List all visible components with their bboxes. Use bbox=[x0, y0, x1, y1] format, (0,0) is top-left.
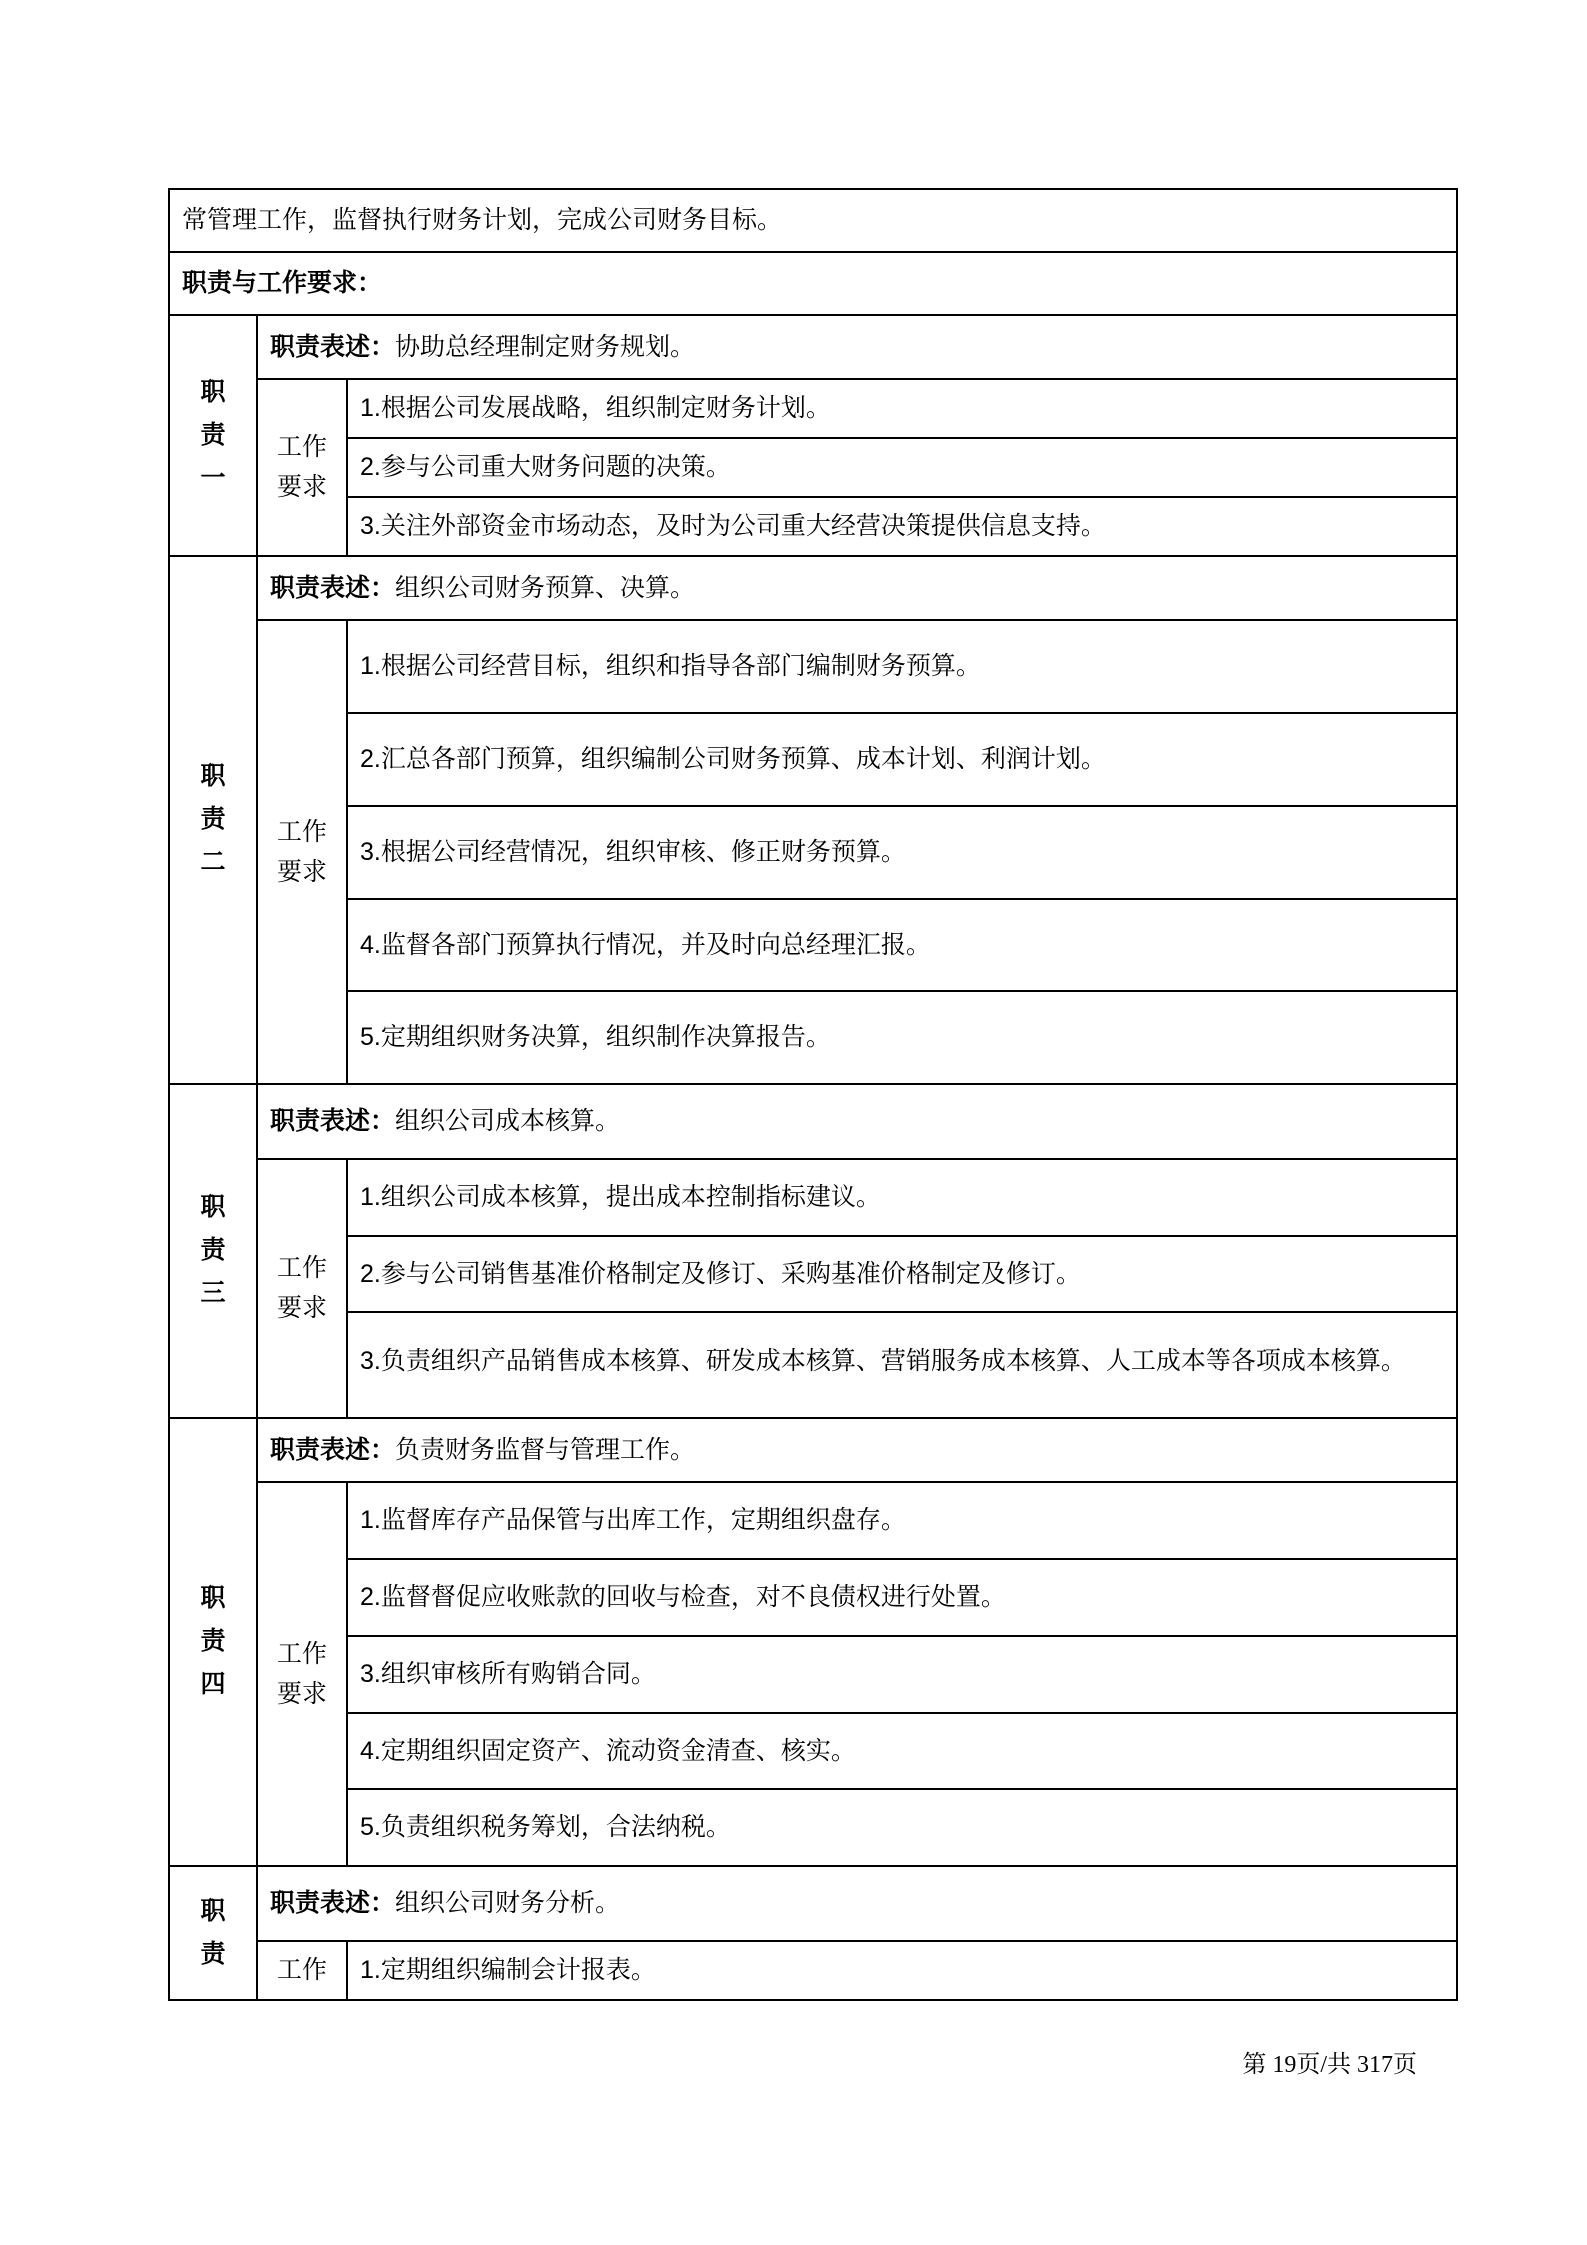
duty-label-5 bbox=[170, 1884, 256, 1982]
section-title: 职责与工作要求： bbox=[182, 268, 383, 297]
requirement-text: 2.监督督促应收账款的回收与检查，对不良债权进行处置。 bbox=[360, 1583, 1006, 1611]
continuation-text: 常管理工作，监督执行财务计划，完成公司财务目标。 bbox=[182, 206, 783, 234]
page-footer: 第 19页/共 317页 bbox=[1242, 2052, 1417, 2078]
requirements-label-line: 工作 bbox=[276, 817, 327, 846]
table-row bbox=[169, 1941, 1457, 2000]
table-row bbox=[169, 1482, 1457, 1559]
requirement-text: 1.根据公司经营目标，组织和指导各部门编制财务预算。 bbox=[360, 652, 981, 681]
statement-label: 职责表述： bbox=[270, 573, 396, 602]
duty-label-char: 职 bbox=[200, 762, 226, 791]
requirement-text: 3.根据公司经营情况，组织审核、修正财务预算。 bbox=[360, 837, 906, 866]
duty-label-char: 职 bbox=[200, 1193, 226, 1222]
requirements-label-line: 工作 bbox=[276, 1639, 327, 1668]
requirement-text: 2.参与公司重大财务问题的决策。 bbox=[360, 453, 731, 481]
requirements-label-cell-2 bbox=[257, 620, 347, 1084]
requirement-cell bbox=[347, 1236, 1457, 1313]
responsibilities-table bbox=[168, 188, 1458, 2001]
table-row bbox=[169, 189, 1457, 252]
table-row bbox=[169, 806, 1457, 899]
requirements-label-line: 工作 bbox=[276, 1955, 327, 1984]
requirements-label-line: 要求 bbox=[276, 1680, 327, 1709]
table-row bbox=[169, 1713, 1457, 1790]
requirement-cell bbox=[347, 991, 1457, 1084]
continuation-cell bbox=[169, 189, 1457, 252]
statement-text: 协助总经理制定财务规划。 bbox=[395, 332, 696, 361]
table-row bbox=[169, 379, 1457, 438]
duty-label-char: 三 bbox=[200, 1279, 226, 1308]
requirement-cell bbox=[347, 1159, 1457, 1236]
duty-label-char: 责 bbox=[200, 1627, 226, 1656]
table-row bbox=[169, 991, 1457, 1084]
requirement-text: 3.负责组织产品销售成本核算、研发成本核算、营销服务成本核算、人工成本等各项成本核算。 bbox=[360, 1347, 1406, 1376]
duty-statement-cell-1 bbox=[257, 315, 1457, 380]
duty-label-char: 二 bbox=[200, 848, 226, 877]
duty-statement-cell-4 bbox=[257, 1418, 1457, 1483]
duty-label-cell-5 bbox=[169, 1866, 257, 2000]
statement-text: 组织公司财务预算、决算。 bbox=[395, 573, 696, 602]
requirements-label-2 bbox=[258, 806, 346, 899]
table-row bbox=[169, 1236, 1457, 1313]
table-row bbox=[169, 315, 1457, 380]
table-row bbox=[169, 1159, 1457, 1236]
table-row bbox=[169, 1418, 1457, 1483]
requirements-label-line: 要求 bbox=[276, 473, 327, 502]
duty-label-char: 职 bbox=[200, 377, 226, 406]
requirements-label-cell-1 bbox=[257, 379, 347, 555]
requirement-cell bbox=[347, 1789, 1457, 1866]
table-row bbox=[169, 1866, 1457, 1941]
statement-text: 组织公司财务分析。 bbox=[395, 1889, 621, 1917]
duty-label-char: 责 bbox=[200, 1236, 226, 1265]
requirements-label-line: 要求 bbox=[276, 1294, 327, 1323]
requirement-cell bbox=[347, 497, 1457, 556]
statement-label: 职责表述： bbox=[270, 332, 396, 361]
duty-label-char: 职 bbox=[200, 1896, 226, 1925]
responsibilities-table-container bbox=[168, 188, 1456, 2001]
requirement-cell bbox=[347, 1482, 1457, 1559]
section-heading-cell bbox=[169, 252, 1457, 315]
requirement-text: 1.定期组织编制会计报表。 bbox=[360, 1955, 656, 1984]
table-row bbox=[169, 1312, 1457, 1417]
requirement-cell bbox=[347, 1636, 1457, 1713]
requirement-text: 2.汇总各部门预算，组织编制公司财务预算、成本计划、利润计划。 bbox=[360, 745, 1106, 773]
duty-label-char: 责 bbox=[200, 805, 226, 834]
duty-statement-cell-5 bbox=[257, 1866, 1457, 1941]
duty-label-1 bbox=[170, 365, 256, 506]
requirement-text: 3.组织审核所有购销合同。 bbox=[360, 1659, 656, 1688]
table-row bbox=[169, 556, 1457, 621]
requirement-cell bbox=[347, 806, 1457, 899]
duty-label-char: 责 bbox=[200, 1939, 226, 1968]
requirement-cell bbox=[347, 1713, 1457, 1790]
table-row bbox=[169, 713, 1457, 806]
requirements-label-5 bbox=[258, 1944, 346, 1997]
statement-label: 职责表述： bbox=[270, 1435, 396, 1464]
requirement-text: 1.监督库存产品保管与出库工作，定期组织盘存。 bbox=[360, 1506, 906, 1535]
requirements-label-cell-5 bbox=[257, 1941, 347, 2000]
table-row bbox=[169, 899, 1457, 992]
table-row bbox=[169, 438, 1457, 497]
requirement-cell bbox=[347, 379, 1457, 438]
requirement-cell bbox=[347, 1941, 1457, 2000]
statement-text: 组织公司成本核算。 bbox=[395, 1107, 621, 1135]
duty-label-char: 职 bbox=[200, 1584, 226, 1613]
table-row bbox=[169, 1636, 1457, 1713]
requirement-text: 5.定期组织财务决算，组织制作决算报告。 bbox=[360, 1023, 831, 1052]
requirements-label-cell-3 bbox=[257, 1159, 347, 1418]
requirement-text: 5.负责组织税务筹划，合法纳税。 bbox=[360, 1813, 731, 1842]
requirements-label-1 bbox=[258, 421, 346, 514]
statement-text: 负责财务监督与管理工作。 bbox=[395, 1435, 696, 1464]
table-row bbox=[169, 1084, 1457, 1159]
requirement-cell bbox=[347, 713, 1457, 806]
duty-label-4 bbox=[170, 1571, 256, 1712]
duty-label-char: 四 bbox=[200, 1670, 226, 1699]
statement-label: 职责表述： bbox=[270, 1889, 396, 1917]
table-row bbox=[169, 252, 1457, 315]
requirement-text: 4.监督各部门预算执行情况，并及时向总经理汇报。 bbox=[360, 930, 931, 959]
requirement-cell bbox=[347, 620, 1457, 713]
duty-label-cell-3 bbox=[169, 1084, 257, 1418]
requirements-label-line: 工作 bbox=[276, 1253, 327, 1282]
requirement-cell bbox=[347, 1559, 1457, 1636]
requirements-label-3 bbox=[258, 1242, 346, 1335]
requirement-cell bbox=[347, 1312, 1457, 1417]
requirement-text: 4.定期组织固定资产、流动资金清查、核实。 bbox=[360, 1736, 856, 1765]
duty-label-cell-1 bbox=[169, 315, 257, 556]
requirement-cell bbox=[347, 899, 1457, 992]
requirement-text: 3.关注外部资金市场动态，及时为公司重大经营决策提供信息支持。 bbox=[360, 511, 1106, 540]
duty-label-cell-4 bbox=[169, 1418, 257, 1867]
requirements-label-cell-4 bbox=[257, 1482, 347, 1866]
requirement-cell bbox=[347, 438, 1457, 497]
duty-label-char: 一 bbox=[200, 463, 226, 492]
requirements-label-line: 要求 bbox=[276, 858, 327, 887]
duty-label-2 bbox=[170, 749, 256, 890]
duty-label-cell-2 bbox=[169, 556, 257, 1085]
requirement-text: 2.参与公司销售基准价格制定及修订、采购基准价格制定及修订。 bbox=[360, 1259, 1081, 1288]
duty-statement-cell-2 bbox=[257, 556, 1457, 621]
requirement-text: 1.根据公司发展战略，组织制定财务计划。 bbox=[360, 394, 831, 423]
duty-label-char: 责 bbox=[200, 420, 226, 449]
duty-statement-cell-3 bbox=[257, 1084, 1457, 1159]
table-row bbox=[169, 1789, 1457, 1866]
table-row bbox=[169, 497, 1457, 556]
table-row bbox=[169, 1559, 1457, 1636]
requirement-text: 1.组织公司成本核算，提出成本控制指标建议。 bbox=[360, 1182, 881, 1211]
table-row bbox=[169, 620, 1457, 713]
duty-label-3 bbox=[170, 1180, 256, 1321]
requirements-label-line: 工作 bbox=[276, 432, 327, 461]
statement-label: 职责表述： bbox=[270, 1107, 396, 1135]
requirements-label-4 bbox=[258, 1628, 346, 1721]
